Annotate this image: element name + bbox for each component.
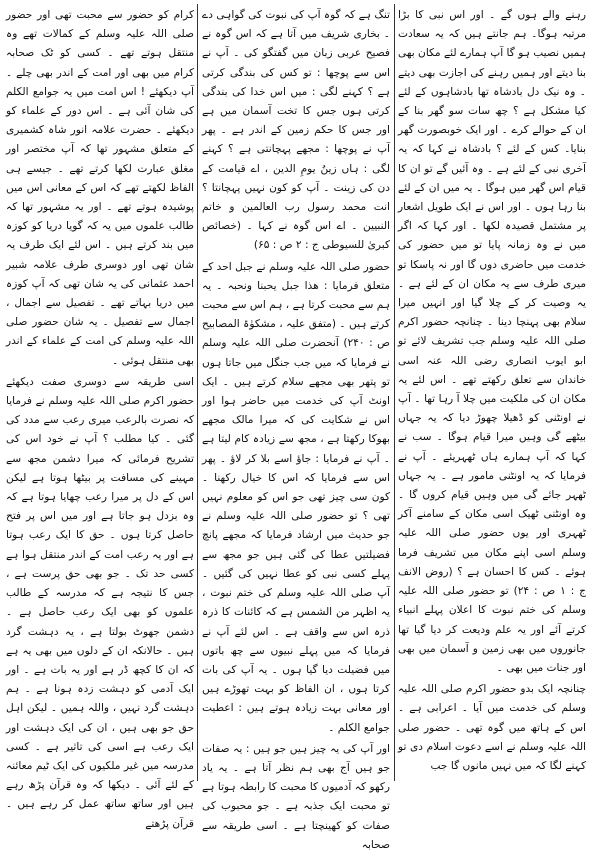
paragraph: کرام کو حضور سے محبت تھی اور حضور صلی اللہ علیہ وسلم کے کمالات تھے وہ منتقل ہوتے تھے ۔ کسی کو ٹک صحابہ کرام میں بھی اور امت کے اندر بھی چلے ۔ آپ دیکھئے ! اس امت میں یہ جوامع الکلم کی شان آئی ہے ۔ اس دور کے علماء کو دیکھئے ۔ حضرت علامہ انور شاہ کشمیری کے متعلق مشہور تھا کہ آپ مختصر اور مغلق عبارت لکھا کرتے تھے ۔ جیسے ہی الفاظ لکھتے تھے کہ اس کے معانی اس میں پوشیدہ ہوتے تھے ۔ اور یہ مشہور تھا کہ طالب علموں میں یہ کہ گویا دریا کو کوزہ میں بند کرتے ہیں ۔ اس لئے ایک طرف یہ شان تھی اور دوسری طرف علامہ شبیر احمد عثمانی کی یہ شان تھی کہ آپ کوزہ میں دریا بہاتے تھے ۔ تفصیل سے اجمال ، اجمال سے تفصیل ۔ یہ شان حضور صلی اللہ علیہ وسلم کی امت کے علماء کے اندر بھی منتقل ہوئی ۔ bbox=[6, 9, 194, 367]
paragraph: چنانچہ ایک بدو حضور اکرم صلی اللہ علیہ وسلم کی خدمت میں آیا ۔ اعرابی ہے ۔ اس کے ہاتھ میں گوہ تھی ۔ حضور صلی اللہ علیہ وسلم نے اسے دعوت اسلام دی تو کہنے لگا کہ میں نہیں مانوں گا جب bbox=[398, 683, 586, 772]
column-divider bbox=[394, 4, 395, 781]
paragraph: اور آپ کی یہ چیز ہیں جو ہیں : یہ صفات جو ہیں آج بھی ہم نظر آتا ہے ۔ یہ یاد رکھو کہ آدمیوں کا محبت کا رابطہ ہوتا ہے تو محبت ایک جذبہ ہے ۔ جو محبوب کی صفات کو کھینچتا ہے ۔ اسی طریقہ سے صحابہ bbox=[202, 742, 390, 851]
paragraph: رہنے والے ہوں گے ۔ اور اس نبی کا بڑا مرتبہ ہوگا۔ ہم جانتے ہیں کہ یہ سعادت ہمیں نصیب ہو گا آپ ہمارے لئے مکان بھی بنا دیتے اور ہمیں رہنے کی اجازت بھی دیتے ۔ وہ نیک دل بادشاہ تھا بادشاہوں کے لئے کیا مشکل ہے ؟ چھ سات سو گھر بنا کے ان کے حوالے کرے ۔ اور ایک خوبصورت گھر بنایا۔ کس کے لئے ؟ بادشاہ نے کہا کہ یہ آخری نبی کے لئے ہے ۔ وہ آئیں گے تو ان کا قیام اس گھر میں ہوگا ۔ یہ میں ان کے لئے بنا رہا ہوں ۔ اور اس نے ایک طویل اشعار پر مشتمل قصیدہ لکھا ۔ اور کہا کہ اگر میں نے وہ زمانہ پایا تو میں حضور کی خدمت میں حاضری دوں گا اور نہ پاسکا تو میری طرف سے یہ مکان ان کے لئے ہے ۔ یہ وصیت کر کے چلا گیا اور انہیں میرا سلام بھی پہنچا دینا ۔ چنانچہ حضور اکرم صلی اللہ علیہ وسلم جب تشریف لائے تو ابو ایوب انصاری رضی اللہ عنہ اسی خاندان سے تعلق رکھتے تھے ۔ اس لئے یہ مکان ان کی ملکیت میں چلا آ رہا تھا ۔ آپ نے اونٹنی کو ڈھیلا چھوڑ دیا کہ یہ جہاں بیٹھے گی وہیں میرا قیام ہوگا ۔ سب نے کہا کہ آپ ہمارے ہاں ٹھہریئے ۔ آپ نے فرمایا کہ یہ اونٹنی مامور ہے ۔ یہ جہاں ٹھہر جائے گی میں وہیں قیام کروں گا ۔ وہ اونٹنی ٹھیک اسی مکان کے سامنے آکر ٹھہری اور یوں حضور صلی اللہ علیہ وسلم اسی اپنے مکان میں تشریف فرما ہوئے ۔ کس کا احسان ہے ؟ (روض الانف ج : ۱ ص : ۲۴) تو حضور صلی اللہ علیہ وسلم کی ختم نبوت کا اعلان پہلے انبیاء کرتے آئے اور یہ علم ودیعت کر دیا گیا تھا جانوروں میں بھی زمین و آسمان میں بھی اور جنات میں بھی ۔ bbox=[398, 9, 586, 674]
paragraph: حضور صلی اللہ علیہ وسلم نے جبل احد کے متعلق فرمایا : ھذا جبل یحبنا ونحبہ ۔ یہ ہم سے محبت کرتا ہے ، ہم اس سے محبت کرتے ہیں ۔ (متفق علیہ ، مشکوٰۃ المصابیح ص : ۲۴۰) آنحضرت صلی اللہ علیہ وسلم نے فرمایا کہ میں جب جنگل میں جاتا ہوں تو پتھر بھی مجھے سلام کرتے ہیں ۔ ایک اونٹ آپ کی خدمت میں حاضر ہوا اور اس نے شکایت کی کہ میرا مالک مجھے بھوکا رکھتا ہے ، مجھ سے زیادہ کام لیتا ہے ۔ آپ نے فرمایا : جاؤ اسے بلا کر لاؤ ۔ پھر اس سے فرمایا کہ اس کا خیال رکھنا ۔ کون سی چیز تھی جو اس کو معلوم نہیں تھی ؟ تو حضور صلی اللہ علیہ وسلم نے جو حدیث میں ارشاد فرمایا کہ مجھے پانچ فضیلتیں عطا کی گئی ہیں جو مجھ سے پہلے کسی نبی کو عطا نہیں کی گئیں ۔ آپ صلی اللہ علیہ وسلم کی ختم نبوت ، یہ اظہر من الشمس ہے کہ کائنات کا ذرہ ذرہ اس سے واقف ہے ۔ اس لئے آپ نے فرمایا کہ میں پہلے نبیوں سے چھ باتوں میں فضیلت دیا گیا ہوں ۔ یہ آپ کی بات کرتا ہوں ، ان الفاظ کو بہت تھوڑے ہیں اور معانی بہت زیادہ ہوتے ہیں : اعطیت جوامع الکلم ۔ bbox=[202, 260, 390, 734]
column-divider bbox=[197, 4, 198, 781]
text-column-left bbox=[6, 6, 194, 830]
paragraph: اسی طریقہ سے دوسری صفت دیکھئے حضور اکرم صلی اللہ علیہ وسلم نے فرمایا کہ نصرت بالرعب میری رعب سے مدد کی گئی ۔ کیا مطلب ؟ آپ نے خود اس کی تشریح فرمائی کہ میرا دشمن مجھ سے مہینے کی مسافت پر بیٹھا ہوتا ہے لیکن اس کے دل پر میرا رعب چھایا ہوتا ہے کہ وہ بزدل ہو جاتا ہے اور میں اس پر فتح حاصل کرتا ہوں ۔ حق کا ایک رعب ہوتا ہے اور یہ رعب امت کے اندر منتقل ہوا ہے کسی حد تک ۔ جو بھی حق پرست ہے ، جس کا نتیجہ ہے کہ مدرسہ کے طالب علموں کو بھی ایک رعب حاصل ہے ۔ دشمن جھوٹ بولتا ہے ، یہ دہشت گرد ہیں ۔ حالانکہ ان کے دلوں میں بھی یہ ہے کہ ان کا کچھ ڈر ہے اور یہ بات ہے ۔ اور ایک آدمی کو دہشت زدہ ہونا ہے ۔ ہم دہشت گرد نہیں ، واللہ ہمیں ۔ لیکن اہل حق جو بھی ہیں ، ان کی ایک دہشت اور ایک رعب ہے اسی کی تاثیر ہے ۔ کسی مدرسہ میں غیر ملکیوں کی ایک ٹیم معائنہ کے لئے آئی ۔ دیکھا کہ وہ قرآن پڑھ رہے ہیں اور ساتھ ساتھ عمل کر رہے ہیں ۔ قرآن پڑھتے bbox=[6, 375, 194, 830]
text-column-right bbox=[398, 6, 586, 779]
paragraph: تنگ ہے کہ گوہ آپ کی نبوت کی گواہی دے ۔ بخاری شریف میں آتا ہے کہ اس گوہ نے فصیح عربی زبان میں گفتگو کی ۔ آپ نے اس سے پوچھا : تو کس کی بندگی کرتی ہے ؟ کہنے لگی : میں اس خدا کی بندگی کرتی ہوں جس کا تخت آسمان میں ہے اور جس کا حکم زمین کے اندر ہے ۔ پھر آپ نے پوچھا : مجھے پہچانتی ہے ؟ کہنے لگی : ہاں زینُ یومِ الدین ، اے قیامت کے دن کی زینت ۔ آپ کو کون نہیں پہچانتا ؟ انت محمد رسول رب العالمین و خاتم النبیین ۔ اے اس گوہ نے کہا ۔ (خصائص کبریٰ للسیوطی ج : ۲ ص : ۶۵) bbox=[202, 9, 390, 252]
text-column-middle bbox=[202, 6, 390, 851]
